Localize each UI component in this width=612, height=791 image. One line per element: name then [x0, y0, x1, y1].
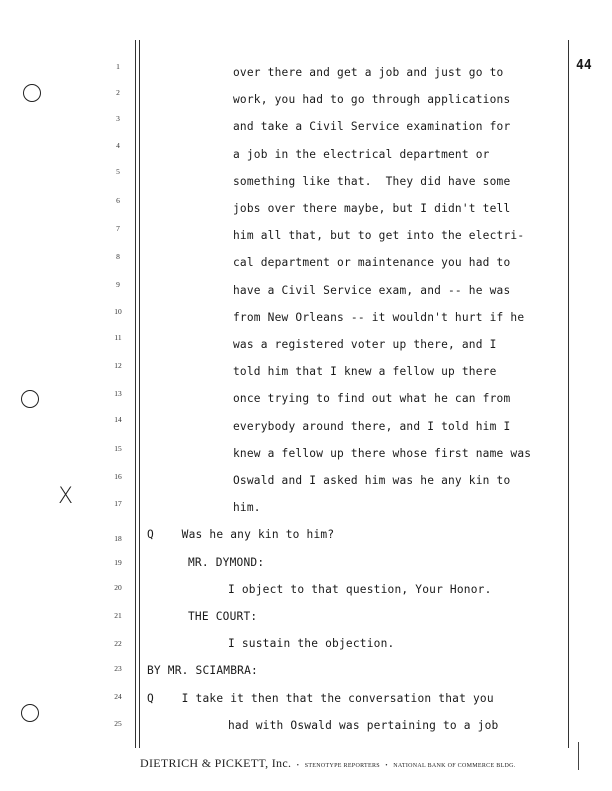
transcript-line: Oswald and I asked him was he any kin to: [233, 474, 511, 487]
transcript-line: once trying to find out what he can from: [233, 392, 511, 405]
examiner-line: BY MR. SCIAMBRA:: [147, 664, 258, 677]
firm-name: DIETRICH & PICKETT, Inc.: [140, 756, 292, 770]
left-margin-rule: [135, 40, 136, 748]
line-number: 9: [116, 280, 120, 289]
transcript-line: told him that I knew a fellow up there: [233, 365, 497, 378]
transcript-line: from New Orleans -- it wouldn't hurt if he: [233, 311, 525, 324]
line-number: 1: [116, 62, 120, 71]
line-number: 5: [116, 167, 120, 176]
firm-role: STENOTYPE REPORTERS: [304, 763, 380, 769]
transcript-line: have a Civil Service exam, and -- he was: [233, 284, 511, 297]
line-number: 6: [116, 196, 120, 205]
speaker-line: THE COURT:: [188, 610, 258, 623]
transcript-line: had with Oswald was pertaining to a job: [228, 719, 499, 732]
binder-hole-middle: [21, 390, 39, 408]
line-number: 25: [114, 719, 122, 728]
line-number: 12: [114, 361, 122, 370]
question-line: Q Was he any kin to him?: [147, 528, 335, 541]
transcript-line: I object to that question, Your Honor.: [228, 583, 492, 596]
line-number: 4: [116, 141, 120, 150]
line-number: 3: [116, 114, 120, 123]
transcript-line: was a registered voter up there, and I: [233, 338, 497, 351]
line-number: 24: [114, 692, 122, 701]
line-number: 20: [114, 583, 122, 592]
transcript-line: knew a fellow up there whose first name was: [233, 447, 532, 460]
line-number: 18: [114, 534, 122, 543]
binder-hole-top: [23, 84, 41, 102]
line-number: 22: [114, 639, 122, 648]
transcript-line: him.: [233, 501, 261, 514]
line-number: 13: [114, 389, 122, 398]
line-number: 15: [114, 444, 122, 453]
edge-mark: [578, 742, 579, 770]
page-number: 44: [576, 58, 592, 73]
line-number: 8: [116, 252, 120, 261]
transcript-line: everybody around there, and I told him I: [233, 420, 511, 433]
line-number: 2: [116, 88, 120, 97]
transcript-line: a job in the electrical department or: [233, 148, 490, 161]
firm-address: NATIONAL BANK OF COMMERCE BLDG.: [393, 763, 516, 769]
line-number: 14: [114, 415, 122, 424]
line-number: 17: [114, 499, 122, 508]
transcript-line: over there and get a job and just go to: [233, 66, 504, 79]
line-number: 16: [114, 472, 122, 481]
transcript-line: jobs over there maybe, but I didn't tell: [233, 202, 511, 215]
line-number: 23: [114, 664, 122, 673]
line-number: 7: [116, 224, 120, 233]
transcript-line: cal department or maintenance you had to: [233, 256, 511, 269]
line-number: 21: [114, 611, 122, 620]
line-number: 10: [114, 307, 122, 316]
right-margin-rule: [568, 40, 569, 748]
left-margin-rule-inner: [139, 40, 140, 748]
transcript-line: something like that. They did have some: [233, 175, 511, 188]
speaker-line: MR. DYMOND:: [188, 556, 265, 569]
binder-hole-bottom: [21, 704, 39, 722]
transcript-line: him all that, but to get into the electri-: [233, 229, 525, 242]
transcript-line: I sustain the objection.: [228, 637, 395, 650]
question-line: Q I take it then that the conversation that you: [147, 692, 494, 705]
transcript-line: and take a Civil Service examination for: [233, 120, 511, 133]
line-number: 11: [114, 333, 122, 342]
line-number: 19: [114, 558, 122, 567]
handwritten-x-mark: X: [58, 484, 74, 509]
reporter-footer: DIETRICH & PICKETT, Inc. • STENOTYPE REPORTERS • NATIONAL BANK OF COMMERCE BLDG.: [140, 756, 516, 770]
transcript-line: work, you had to go through applications: [233, 93, 511, 106]
